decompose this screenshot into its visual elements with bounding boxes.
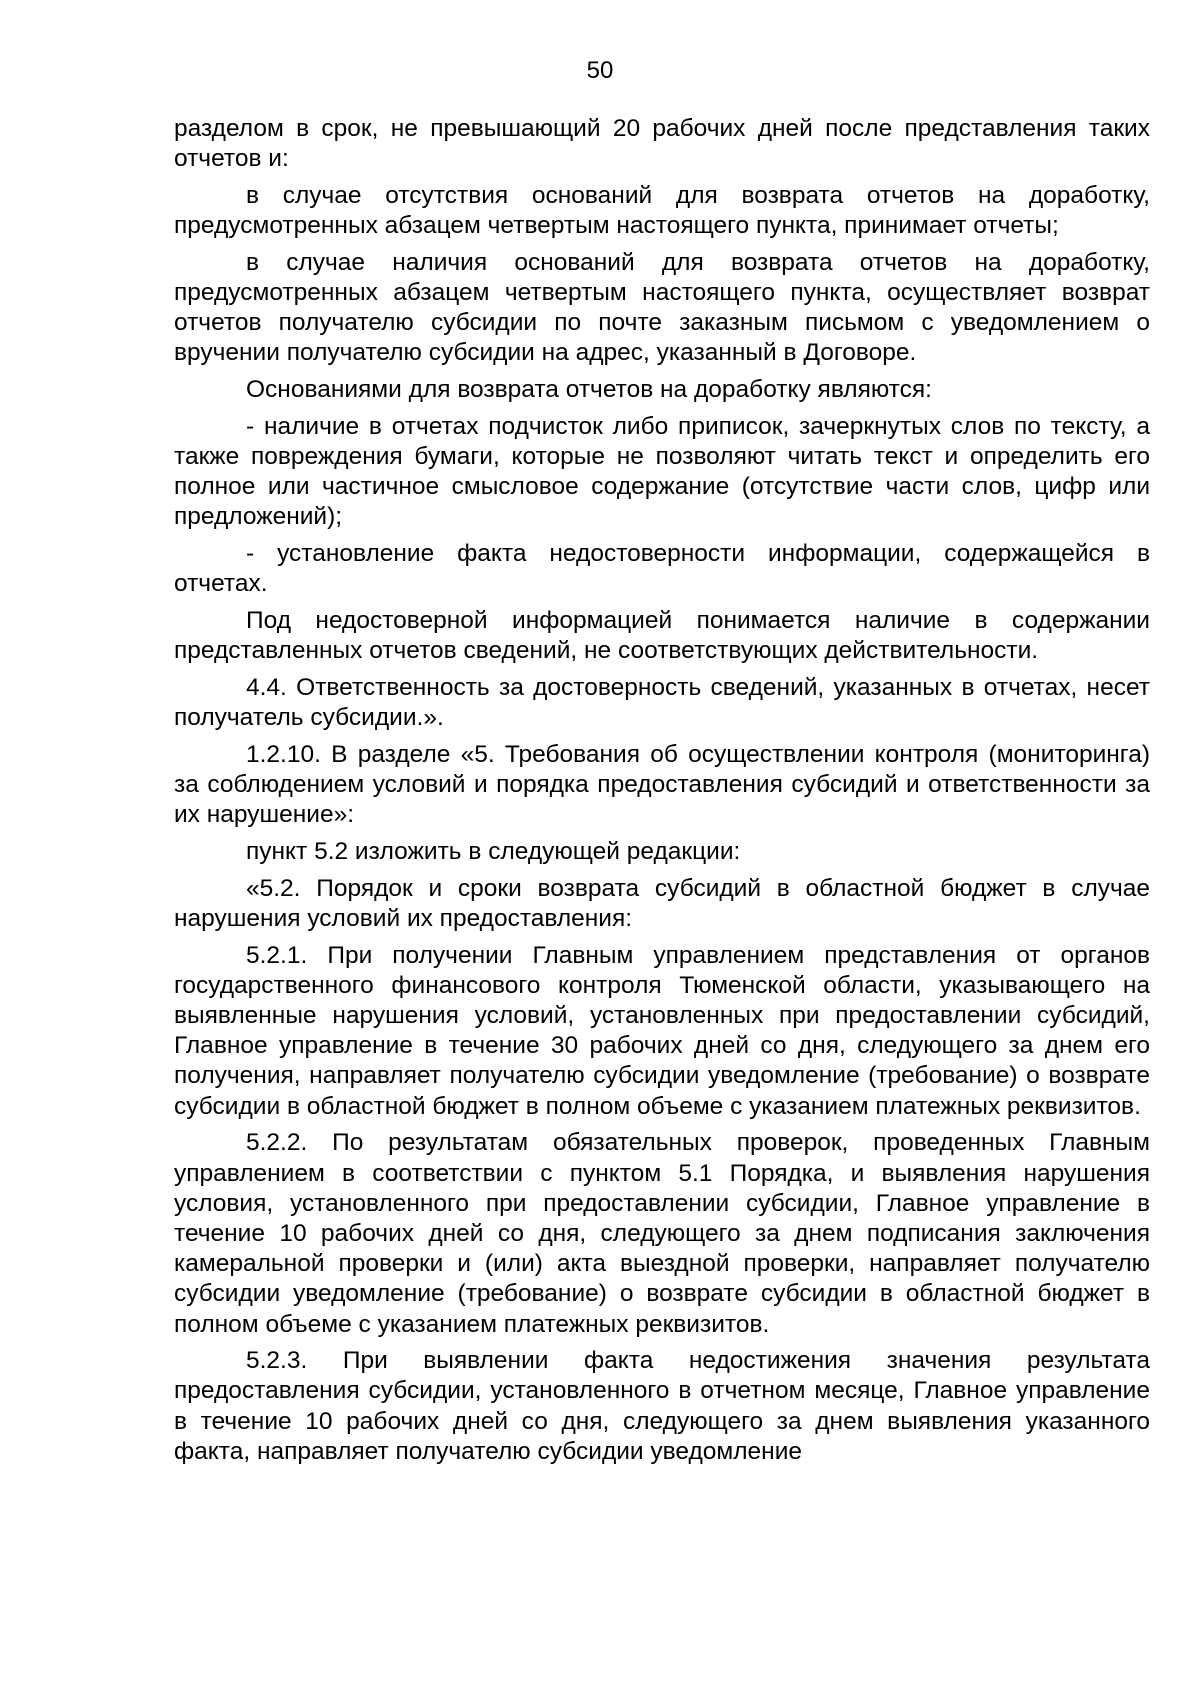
paragraph: 5.2.2. По результатам обязательных проверок, проведенных Главным управлением в соответствии с пунктом 5.1 Порядка, и выявления нарушения условия, установленного при предоставлении субсидии, Главное управление в течение 10 рабочих дней со дня, следующего за днем подписания заключения камеральной проверки и (или) акта выездной проверки, направляет получателю субсидии уведомление (требование) о возврате субсидии в областной бюджет в полном объеме с указанием платежных реквизитов. xyxy=(174,1129,1150,1338)
paragraph: пункт 5.2 изложить в следующей редакции: xyxy=(246,837,741,865)
page-number: 50 xyxy=(586,57,614,84)
paragraph: в случае отсутствия оснований для возврата отчетов на доработку, предусмотренных абзацем четвертым настоящего пункта, принимает отчеты; xyxy=(174,181,1150,240)
paragraph-continuation: разделом в срок, не превышающий 20 рабочих дней после представления таких отчетов и: xyxy=(174,115,1150,173)
paragraph: 5.2.3. При выявлении факта недостижения значения результата предоставления субсидии, установленного в отчетном месяце, Главное управление в течение 10 рабочих дней со дня, следующего за днем выявления указанного факта, направляет получателю субсидии уведомление xyxy=(174,1347,1150,1465)
paragraph: в случае наличия оснований для возврата отчетов на доработку, предусмотренных абзацем четвертым настоящего пункта, осуществляет возврат отчетов получателю субсидии по почте заказным письмом с уведомлением о вручении получателю субсидии на адрес, указанный в Договоре. xyxy=(174,248,1150,367)
paragraph: Основаниями для возврата отчетов на доработку являются: xyxy=(246,376,932,404)
document-body xyxy=(174,114,1150,1474)
paragraph: Под недостоверной информацией понимается наличие в содержании представленных отчетов сведений, не соответствующих действительности. xyxy=(174,607,1150,665)
paragraph: 1.2.10. В разделе «5. Требования об осуществлении контроля (мониторинга) за соблюдением условий и порядка предоставления субсидий и ответственности за их нарушение»: xyxy=(174,740,1150,829)
paragraph: 4.4. Ответственность за достоверность сведений, указанных в отчетах, несет получатель субсидии.». xyxy=(174,673,1150,732)
paragraph: 5.2.1. При получении Главным управлением представления от органов государственного финансового контроля Тюменской области, указывающего на выявленные нарушения условий, установленных при предоставлении субсидий, Главное управление в течение 30 рабочих дней со дня, следующего за днем его получения, направляет получателю субсидии уведомление (требование) о возврате субсидии в областной бюджет в полном объеме с указанием платежных реквизитов. xyxy=(174,941,1150,1120)
paragraph: - установление факта недостоверности информации, содержащейся в отчетах. xyxy=(174,540,1150,598)
paragraph: «5.2. Порядок и сроки возврата субсидий в областной бюджет в случае нарушения условий их предоставления: xyxy=(174,874,1150,932)
paragraph: - наличие в отчетах подчисток либо приписок, зачеркнутых слов по тексту, а также повреждения бумаги, которые не позволяют читать текст и определить его полное или частичное смысловое содержание (отсутствие части слов, цифр или предложений); xyxy=(174,412,1150,531)
